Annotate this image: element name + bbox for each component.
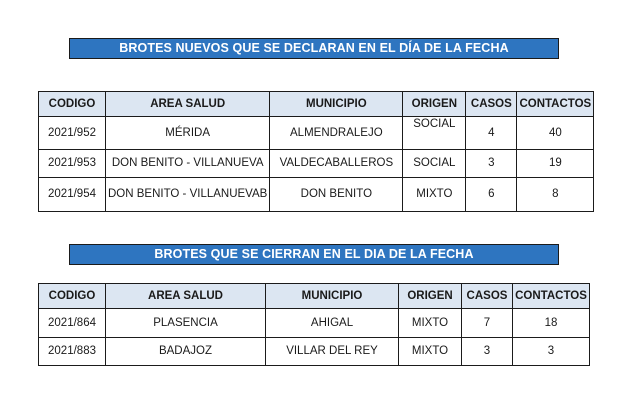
cell-origen: MIXTO — [399, 338, 462, 366]
column-header-municipio: MUNICIPIO — [270, 92, 403, 117]
cell-casos: 3 — [462, 338, 513, 366]
cell-area-salud: BADAJOZ — [106, 338, 266, 366]
cell-origen: SOCIAL — [403, 117, 466, 150]
cell-codigo: 2021/883 — [39, 338, 106, 366]
cell-origen: SOCIAL — [403, 150, 466, 178]
column-header-origen: ORIGEN — [403, 92, 466, 117]
cell-municipio: DON BENITO — [270, 178, 403, 212]
cell-codigo: 2021/952 — [39, 117, 106, 150]
cell-casos: 6 — [466, 178, 517, 212]
cell-codigo: 2021/864 — [39, 309, 106, 338]
cell-casos: 7 — [462, 309, 513, 338]
cell-contactos: 19 — [517, 150, 594, 178]
table-row — [39, 309, 590, 338]
cell-contactos: 18 — [513, 309, 590, 338]
column-header-codigo: CODIGO — [39, 92, 106, 117]
table-row — [39, 338, 590, 366]
column-header-casos: CASOS — [466, 92, 517, 117]
new-outbreaks-table — [38, 91, 594, 212]
column-header-origen: ORIGEN — [399, 284, 462, 309]
table-header-row — [39, 284, 590, 309]
cell-municipio: AHIGAL — [266, 309, 399, 338]
table-header-row — [39, 92, 594, 117]
cell-casos: 4 — [466, 117, 517, 150]
column-header-contactos: CONTACTOS — [513, 284, 590, 309]
new-outbreaks-title: BROTES NUEVOS QUE SE DECLARAN EN EL DÍA DE LA FECHA — [69, 38, 559, 59]
column-header-municipio: MUNICIPIO — [266, 284, 399, 309]
table-row — [39, 178, 594, 212]
table-row — [39, 117, 594, 150]
column-header-codigo: CODIGO — [39, 284, 106, 309]
cell-casos: 3 — [466, 150, 517, 178]
cell-origen: MIXTO — [399, 309, 462, 338]
cell-area-salud: MÉRIDA — [106, 117, 270, 150]
cell-municipio: VALDECABALLEROS — [270, 150, 403, 178]
closed-outbreaks-table — [38, 283, 590, 366]
cell-contactos: 40 — [517, 117, 594, 150]
column-header-contactos: CONTACTOS — [517, 92, 594, 117]
cell-area-salud: PLASENCIA — [106, 309, 266, 338]
cell-area-salud: DON BENITO - VILLANUEVA — [106, 150, 270, 178]
closed-outbreaks-title: BROTES QUE SE CIERRAN EN EL DIA DE LA FECHA — [69, 244, 559, 265]
table-row — [39, 150, 594, 178]
cell-contactos: 8 — [517, 178, 594, 212]
cell-contactos: 3 — [513, 338, 590, 366]
cell-area-salud: DON BENITO - VILLANUEVAB — [106, 178, 270, 212]
cell-codigo: 2021/953 — [39, 150, 106, 178]
cell-municipio: VILLAR DEL REY — [266, 338, 399, 366]
cell-codigo: 2021/954 — [39, 178, 106, 212]
column-header-casos: CASOS — [462, 284, 513, 309]
cell-origen: MIXTO — [403, 178, 466, 212]
cell-municipio: ALMENDRALEJO — [270, 117, 403, 150]
column-header-area-salud: AREA SALUD — [106, 92, 270, 117]
column-header-area-salud: AREA SALUD — [106, 284, 266, 309]
